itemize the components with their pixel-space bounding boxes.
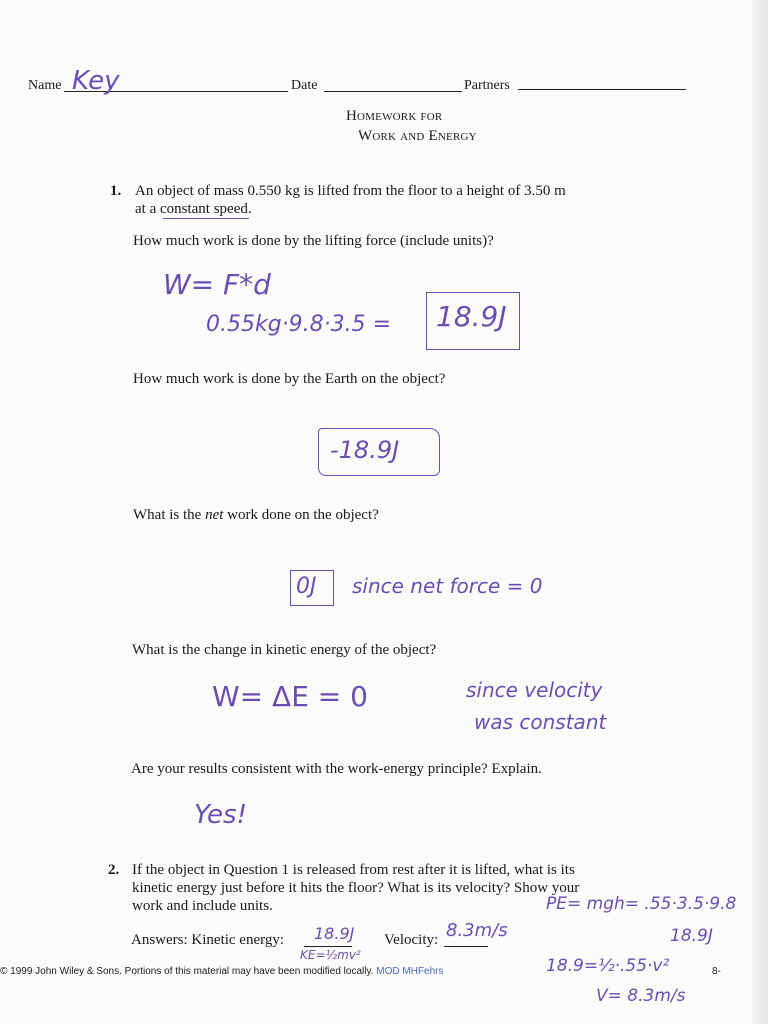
- q2-text-line1: If the object in Question 1 is released from rest after it is lifted, what is its: [132, 862, 575, 878]
- q1-sub-d-note1: since velocity: [466, 678, 603, 702]
- q2-velocity-value: 8.3m/s: [446, 920, 508, 941]
- q1-sub-c-pre: What is the: [133, 507, 206, 523]
- q1-sub-c-em: net: [205, 507, 224, 523]
- q1-sub-c-post: work done on the object?: [223, 507, 379, 523]
- footer-copyright: 1999 John Wiley & Sons. Portions of this material may have been modified locally.: [10, 966, 374, 977]
- copyright-symbol: ©: [0, 966, 11, 977]
- velocity-line: [444, 946, 488, 947]
- title-line2: Work and Energy: [358, 128, 477, 144]
- date-label: Date: [291, 78, 318, 93]
- q1-sub-b-ans: -18.9J: [330, 436, 400, 464]
- q1-sub-a-box-value: 18.9J: [436, 300, 507, 333]
- q1-sub-a-ans1: W= F*d: [163, 268, 271, 301]
- q1-sub-d-note2: was constant: [474, 710, 607, 734]
- q2-velocity-label: Velocity:: [384, 932, 439, 948]
- q1-sub-e-ans: Yes!: [194, 800, 247, 830]
- q1-sub-c-note: since net force = 0: [352, 574, 543, 598]
- q1-text-line1: An object of mass 0.550 kg is lifted from the floor to a height of 3.50 m: [135, 183, 566, 199]
- q1-sub-c: [133, 506, 379, 525]
- q1-sub-d: What is the change in kinetic energy of the object?: [132, 642, 437, 658]
- footer: [0, 966, 444, 977]
- q1-sub-a-ans2: 0.55kg·9.8·3.5 =: [206, 312, 392, 337]
- q1-sub-d-ans: W= ΔE = 0: [212, 680, 368, 713]
- q1-number: 1.: [110, 183, 122, 199]
- q2-work3: 18.9=½·.55·v²: [546, 956, 670, 976]
- q1-text-line2: at a constant speed.: [135, 201, 252, 217]
- q2-work4: V= 8.3m/s: [596, 986, 686, 1006]
- constant-speed-underline: [163, 218, 249, 219]
- q1-sub-c-box-value: 0J: [296, 574, 317, 599]
- q2-answers-label: Answers: Kinetic energy:: [131, 932, 285, 948]
- page-edge-shadow: [752, 0, 768, 1024]
- partners-label: Partners: [464, 78, 510, 93]
- footer-page: 8-: [712, 966, 721, 977]
- name-label: Name: [28, 78, 62, 93]
- title-line1: Homework for: [346, 108, 443, 124]
- ke-line: [304, 946, 352, 947]
- footer-mod: MOD MHFehrs: [376, 966, 444, 977]
- q2-work2: 18.9J: [670, 926, 713, 946]
- date-line: [324, 91, 462, 92]
- q2-work1: PE= mgh= .55·3.5·9.8: [546, 894, 737, 914]
- q1-sub-e: Are your results consistent with the work-energy principle? Explain.: [131, 761, 542, 777]
- q1-sub-b: How much work is done by the Earth on the object?: [133, 371, 446, 387]
- q1-sub-a: How much work is done by the lifting force (include units)?: [133, 233, 494, 249]
- partners-line: [518, 89, 686, 90]
- q2-ke-value: 18.9J: [314, 924, 355, 943]
- name-value: Key: [72, 66, 120, 96]
- q2-text-line2: kinetic energy just before it hits the floor? What is its velocity? Show your: [132, 880, 580, 896]
- q2-text-line3: work and include units.: [132, 898, 273, 914]
- q2-ke-note: KE=½mv²: [300, 948, 361, 962]
- q2-number: 2.: [108, 862, 120, 878]
